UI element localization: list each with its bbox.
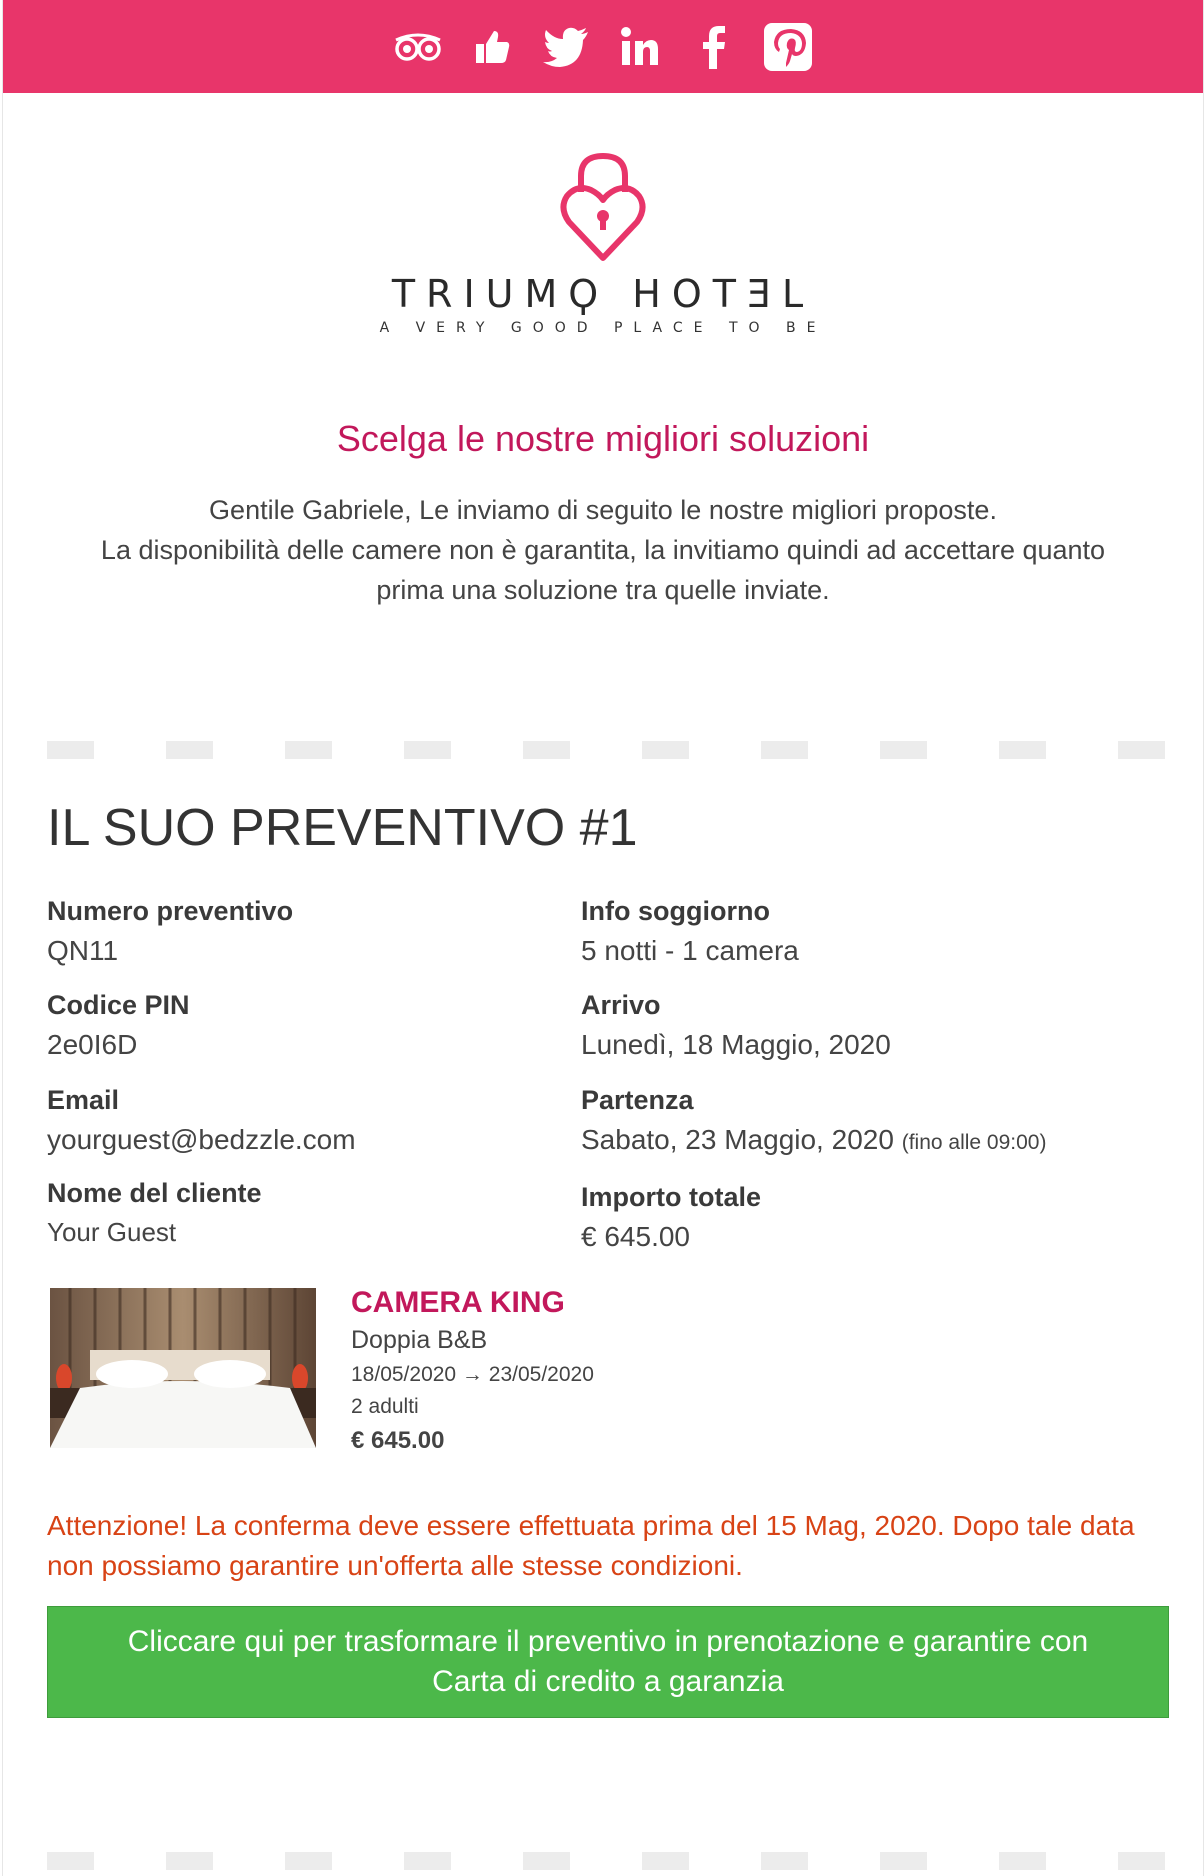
room-guests: 2 adulti [351,1395,419,1418]
room-photo [50,1288,316,1448]
heart-lock-icon [559,150,647,262]
hotel-logo [3,150,1203,336]
field-label: Nome del cliente [47,1178,262,1208]
email-field [47,1085,567,1156]
field-label: Partenza [581,1085,694,1115]
intro-line-1: Gentile Gabriele, Le inviamo di seguito le nostre migliori proposte. [209,495,997,525]
field-label: Arrivo [581,990,661,1020]
quote-title: IL SUO PREVENTIVO #1 [47,799,638,857]
page-headline: Scelga le nostre migliori soluzioni [336,418,870,459]
field-value: Your Guest [47,1217,177,1247]
room-name: CAMERA KING [351,1286,565,1319]
total-amount-field [581,1182,1101,1253]
field-label: Numero preventivo [47,896,294,926]
field-value: Lunedì, 18 Maggio, 2020 [581,1029,891,1060]
facebook-icon[interactable] [688,21,740,73]
intro-text [83,490,1123,610]
departure-date: Sabato, 23 Maggio, 2020 [581,1124,894,1155]
twitter-icon[interactable] [540,21,592,73]
field-label: Importo totale [581,1182,761,1212]
departure-note: (fino alle 09:00) [901,1131,1047,1154]
warning-text: Attenzione! La conferma deve essere effettuata prima del 15 Mag, 2020. Dopo tale data non possiamo garantire un'offerta alle stesse condizioni. [47,1510,1135,1581]
tripadvisor-icon[interactable] [392,21,444,73]
linkedin-icon[interactable] [614,21,666,73]
client-name-field [47,1178,567,1248]
arrival-field [581,990,1101,1061]
email-card [2,0,1204,1876]
pin-code-field [47,990,567,1061]
field-label: Codice PIN [47,990,190,1020]
dashed-divider [47,741,1165,759]
field-value: 5 notti - 1 camera [581,935,799,966]
room-price: € 645.00 [351,1427,445,1454]
dashed-divider [47,1852,1165,1870]
brand-name: TRIUMϘ HOTƎL [391,272,815,316]
brand-tagline: A VERY GOOD PLACE TO BE [379,320,827,336]
pinterest-icon[interactable] [762,21,814,73]
departure-field [581,1085,1181,1156]
field-value [581,1124,1181,1156]
intro-line-2: La disponibilità delle camere non è garantita, la invitiamo quindi ad accettare quanto prima una soluzione tra quelle inviate. [100,535,1106,605]
field-value[interactable]: yourguest@bedzzle.com [47,1124,356,1155]
field-label: Email [47,1085,120,1115]
room-type: Doppia B&B [351,1326,488,1354]
field-value: € 645.00 [581,1221,690,1252]
confirm-booking-button[interactable]: Cliccare qui per trasformare il preventivo in prenotazione e garantire con Carta di credito a garanzia [47,1606,1169,1718]
quote-number-field [47,896,567,967]
stay-info-field [581,896,1101,967]
field-label: Info soggiorno [581,896,770,926]
field-value: QN11 [47,935,119,966]
room-details [351,1286,594,1455]
field-value: 2e0I6D [47,1029,138,1060]
social-bar [3,0,1203,93]
room-dates: 18/05/2020 → 23/05/2020 [351,1363,594,1386]
thumbs-up-icon[interactable] [466,21,518,73]
